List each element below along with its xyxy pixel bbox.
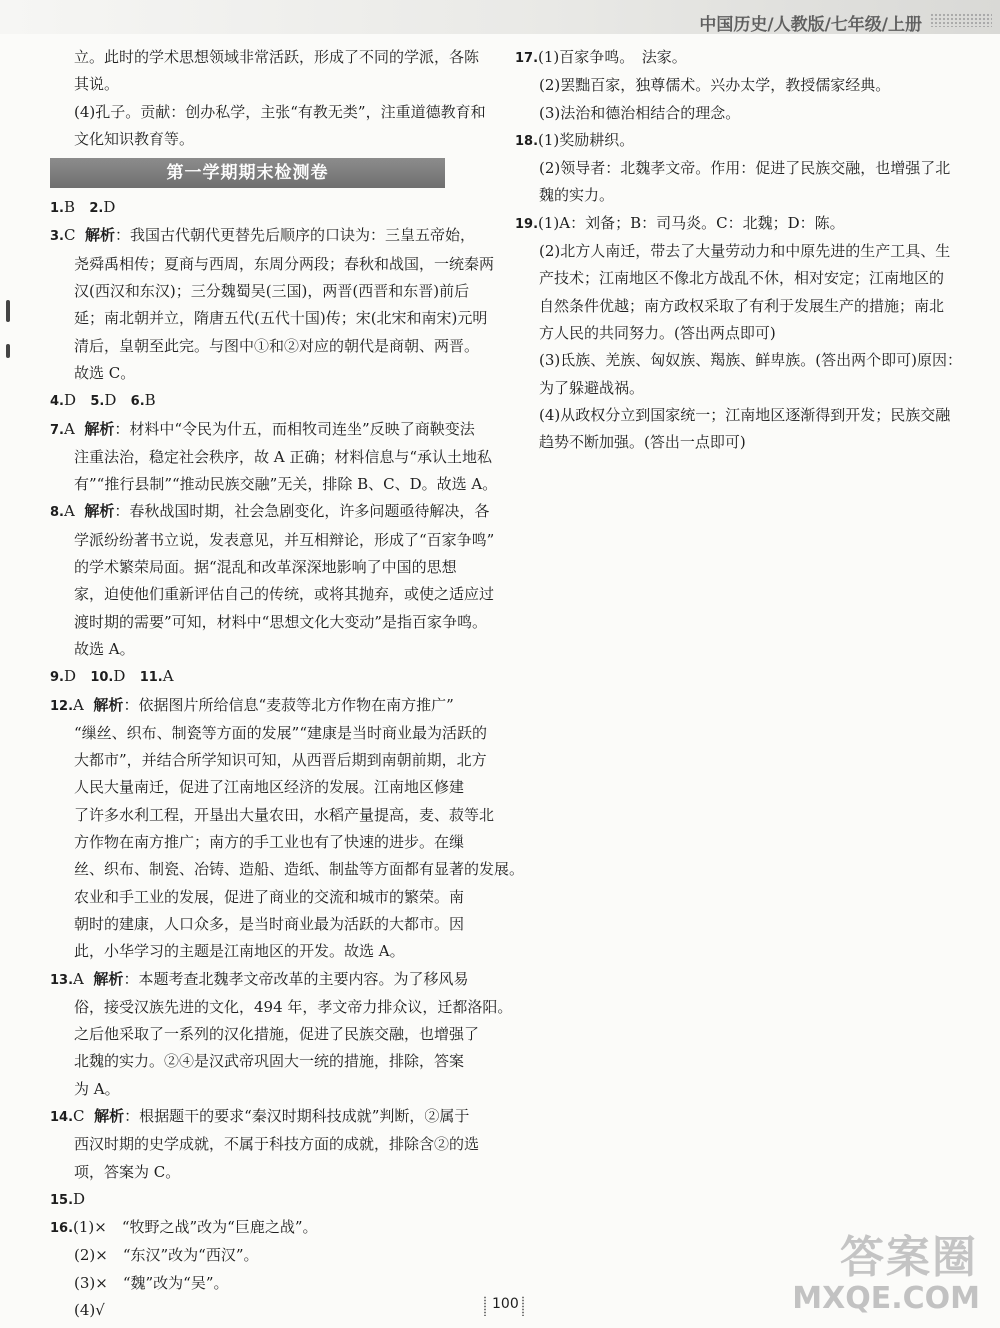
answer-row-4-6	[50, 387, 470, 415]
question-number: 15.	[50, 1192, 74, 1208]
question-number: 16.	[50, 1221, 74, 1237]
analysis-tag: 解析	[84, 419, 115, 438]
watermark	[792, 1221, 982, 1316]
answer-choice: A	[73, 969, 84, 988]
page-number: 100	[492, 1296, 519, 1312]
text-line: 魏的实力。	[539, 186, 615, 205]
analysis-tag: 解析	[94, 1106, 125, 1125]
text-line: ：本题考查北魏孝文帝改革的主要内容。为了移风易	[123, 969, 469, 988]
answer-choice: A	[63, 419, 75, 438]
section-title: 第一学期期末检测卷	[50, 158, 445, 188]
question-number: 10.	[90, 670, 114, 686]
text-line: (2)× “东汉”改为“西汉”。	[74, 1246, 259, 1265]
answer-choice: D	[73, 1189, 86, 1208]
answer-choice: C	[63, 226, 76, 245]
answer-choice: B	[63, 198, 76, 217]
text-line: 俗，接受汉族先进的文化，494 年，孝文帝力排众议，迁都洛阳。	[74, 997, 513, 1016]
question-number: 9.	[50, 670, 64, 686]
question-number: 13.	[50, 972, 74, 988]
question-number: 7.	[50, 422, 64, 438]
answer-choice: D	[63, 667, 77, 686]
question-number: 3.	[50, 229, 64, 245]
text-line: 朝时的建康，人口众多，是当时商业最为活跃的大都市。因	[74, 914, 465, 933]
text-line: 故选 A。	[74, 639, 135, 658]
question-number: 6.	[130, 394, 145, 410]
answer-choice: D	[113, 667, 126, 686]
text-line: 此，小华学习的主题是江南地区的开发。故选 A。	[74, 942, 405, 961]
answer-choice: B	[144, 391, 156, 410]
text-line: (3)× “魏”改为“吴”。	[74, 1273, 229, 1292]
question-number: 19.	[515, 216, 539, 232]
answer-choice: A	[162, 667, 174, 686]
text-line: ：依据图片所给信息“麦菽等北方作物在南方推广”	[123, 695, 454, 714]
text-line: 的学术繁荣局面。据“混乱和改革深深地影响了中国的思想	[74, 558, 457, 577]
watermark-logo: 答案圈	[840, 1232, 978, 1283]
answer-q8	[50, 498, 490, 526]
analysis-tag: 解析	[84, 502, 115, 521]
question-number: 17.	[515, 51, 539, 66]
answer-row-9-11	[50, 663, 470, 691]
text-line: 方人民的共同努力。(答出两点即可)	[539, 323, 776, 342]
text-line: ：春秋战国时期，社会急剧变化，许多问题亟待解决，各	[114, 502, 490, 521]
text-line: 西汉时期的史学成就，不属于科技方面的成就，排除含②的选	[74, 1135, 480, 1154]
answer-q12	[50, 692, 470, 720]
text-line: ：根据题干的要求“秦汉时期科技成就”判断，②属于	[124, 1106, 470, 1125]
text-line: 之后他采取了一系列的汉化措施，促进了民族交融，也增强了	[74, 1025, 480, 1044]
text-line: 大都市”，并结合所学知识可知，从西晋后期到南朝前期，北方	[74, 751, 487, 770]
right-column	[515, 44, 962, 456]
page-number-area	[484, 1296, 524, 1316]
analysis-tag: 解析	[93, 695, 124, 714]
header-dot-pattern	[930, 13, 992, 27]
margin-ink-mark	[6, 344, 10, 358]
question-number: 1.	[50, 201, 64, 217]
question-number: 5.	[90, 394, 105, 410]
text-line: 方作物在南方推广；南方的手工业也有了快速的进步。在缫	[74, 833, 465, 852]
header-title: 中国历史/人教版/七年级/上册	[699, 15, 922, 35]
text-line: (3)氐族、羌族、匈奴族、羯族、鲜卑族。(答出两个即可)原因：	[539, 351, 962, 370]
text-line: (1)A：刘备；B：司马炎。C：北魏；D：陈。	[538, 213, 845, 232]
question-number: 18.	[515, 133, 539, 149]
text-line: 了许多水利工程，开垦出大量农田，水稻产量提高，麦、菽等北	[74, 805, 495, 824]
text-line: ：材料中“令民为什五，而相牧司连坐”反映了商鞅变法	[114, 419, 475, 438]
text-line: 注重法治，稳定社会秩序，故 A 正确；材料信息与“承认土地私	[74, 447, 493, 466]
answer-q19	[515, 210, 945, 238]
text-line: 清后，皇朝至此完。与图中①和②对应的朝代是商朝、两晋。	[74, 336, 480, 355]
text-line: ：我国古代朝代更替先后顺序的口诀为：三皇五帝始，	[115, 226, 476, 245]
text-line: (3)法治和德治相结合的理念。	[539, 103, 741, 122]
text-line: 北魏的实力。②④是汉武帝巩固大一统的措施，排除，答案	[74, 1052, 465, 1071]
answer-row-1-2	[50, 194, 470, 222]
answer-q15	[50, 1186, 470, 1214]
question-number: 12.	[50, 698, 74, 714]
text-line: 其说。	[74, 75, 120, 94]
answer-choice: A	[63, 502, 75, 521]
answer-choice: D	[63, 391, 77, 410]
answer-q14	[50, 1103, 470, 1131]
analysis-tag: 解析	[85, 226, 116, 245]
page-number-tick	[484, 1296, 486, 1316]
text-line: (2)领导者：北魏孝文帝。作用：促进了民族交融，也增强了北	[539, 159, 951, 178]
question-number: 2.	[89, 201, 104, 217]
text-line: 有”“推行县制”“推动民族交融”无关，排除 B、C、D。故选 A。	[74, 475, 498, 494]
answer-q7	[50, 416, 475, 444]
answer-choice: D	[103, 198, 116, 217]
text-line: 尧舜禹相传；夏商与西周，东周分两段；春秋和战国，一统秦两	[74, 254, 495, 273]
question-number: 8.	[50, 505, 64, 521]
text-line: 延；南北朝并立，隋唐五代(五代十国)传；宋(北宋和南宋)元明	[74, 309, 488, 328]
text-line: 项，答案为 C。	[74, 1162, 181, 1181]
text-line: (4)从政权分立到国家统一；江南地区逐渐得到开发；民族交融	[539, 405, 951, 424]
page-number-tick	[522, 1296, 524, 1316]
answer-q18	[515, 127, 945, 155]
text-line: 人民大量南迁，促进了江南地区经济的发展。江南地区修建	[74, 778, 465, 797]
text-line: 汉(西汉和东汉)；三分魏蜀吴(三国)，两晋(西晋和东晋)前后	[74, 282, 470, 301]
text-line: 为 A。	[74, 1079, 120, 1098]
answer-q16	[50, 1214, 470, 1242]
text-line: 自然条件优越；南方政权采取了有利于发展生产的措施；南北	[539, 296, 945, 315]
answer-q13	[50, 966, 470, 994]
text-line: 立。此时的学术思想领域非常活跃，形成了不同的学派，各陈	[74, 48, 480, 66]
text-line: (4)√	[74, 1301, 105, 1320]
text-line: 故选 C。	[74, 363, 136, 382]
text-line: (1)× “牧野之战”改为“巨鹿之战”。	[73, 1218, 318, 1237]
text-line: 趋势不断加强。(答出一点即可)	[539, 433, 746, 452]
text-line: 文化知识教育等。	[74, 129, 195, 148]
text-line: 产技术；江南地区不像北方战乱不休，相对安定；江南地区的	[539, 269, 945, 288]
question-number: 11.	[139, 670, 163, 686]
analysis-tag: 解析	[93, 969, 124, 988]
question-number: 14.	[50, 1109, 74, 1125]
text-line: 家，迫使他们重新评估自己的传统，或将其抛弃，或使之适应过	[74, 585, 495, 604]
text-line: (2)罢黜百家，独尊儒术。兴办太学，教授儒家经典。	[539, 76, 891, 95]
answer-choice: C	[73, 1106, 85, 1125]
text-line: 学派纷纷著书立说，发表意见，并互相辩论，形成了“百家争鸣”	[74, 530, 495, 549]
watermark-url: MXQE.COM	[792, 1281, 980, 1316]
text-line: 为了躲避战祸。	[539, 378, 645, 397]
margin-ink-mark	[6, 300, 10, 322]
text-line: 渡时期的需要”可知，材料中“思想文化大变动”是指百家争鸣。	[74, 612, 488, 631]
answer-choice: D	[104, 391, 117, 410]
text-line: 农业和手工业的发展，促进了商业的交流和城市的繁荣。南	[74, 887, 465, 906]
answer-choice: A	[73, 695, 84, 714]
text-line: (4)孔子。贡献：创办私学，主张“有教无类”，注重道德教育和	[74, 102, 486, 121]
text-line: (1)奖励耕织。	[538, 130, 635, 149]
text-line: “缫丝、织布、制瓷等方面的发展”“建康是当时商业最为活跃的	[74, 723, 488, 742]
answer-q3	[50, 222, 476, 250]
text-line: (1)百家争鸣。 法家。	[538, 48, 687, 66]
page-header	[0, 0, 1000, 34]
question-number: 4.	[50, 394, 64, 410]
text-line: 丝、织布、制瓷、冶铸、造船、造纸、制盐等方面都有显著的发展。	[74, 860, 525, 879]
text-line: (2)北方人南迁，带去了大量劳动力和中原先进的生产工具、生	[539, 242, 951, 261]
answer-q17	[515, 44, 945, 72]
